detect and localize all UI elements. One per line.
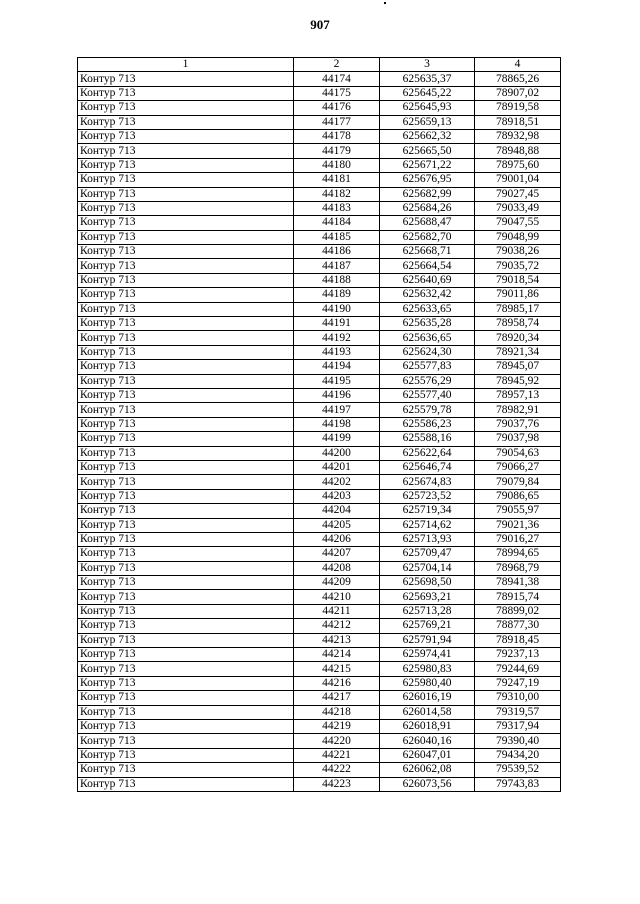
- x-coordinate-cell: 625635,28: [380, 317, 475, 331]
- y-coordinate-cell: 79021,36: [475, 518, 561, 532]
- point-number-cell: 44199: [294, 432, 380, 446]
- contour-name-cell: Контур 713: [78, 72, 294, 86]
- y-coordinate-cell: 78968,79: [475, 561, 561, 575]
- contour-name-cell: Контур 713: [78, 216, 294, 230]
- point-number-cell: 44177: [294, 115, 380, 129]
- y-coordinate-cell: 78985,17: [475, 302, 561, 316]
- contour-name-cell: Контур 713: [78, 777, 294, 791]
- table-row: [78, 345, 561, 359]
- table-row: [78, 259, 561, 273]
- page-number: 907: [310, 17, 330, 32]
- table-row: [78, 245, 561, 259]
- x-coordinate-cell: 625791,94: [380, 633, 475, 647]
- point-number-cell: 44206: [294, 532, 380, 546]
- contour-name-cell: Контур 713: [78, 259, 294, 273]
- point-number-cell: 44202: [294, 475, 380, 489]
- y-coordinate-cell: 78907,02: [475, 86, 561, 100]
- x-coordinate-cell: 625693,21: [380, 590, 475, 604]
- table-row: [78, 504, 561, 518]
- y-coordinate-cell: 79048,99: [475, 230, 561, 244]
- contour-name-cell: Контур 713: [78, 331, 294, 345]
- y-coordinate-cell: 79244,69: [475, 662, 561, 676]
- table-row: [78, 446, 561, 460]
- contour-name-cell: Контур 713: [78, 719, 294, 733]
- y-coordinate-cell: 78865,26: [475, 72, 561, 86]
- y-coordinate-cell: 78958,74: [475, 317, 561, 331]
- x-coordinate-cell: 625586,23: [380, 417, 475, 431]
- y-coordinate-cell: 79037,98: [475, 432, 561, 446]
- y-coordinate-cell: 78921,34: [475, 345, 561, 359]
- table-row: [78, 777, 561, 791]
- table-row: [78, 734, 561, 748]
- point-number-cell: 44210: [294, 590, 380, 604]
- y-coordinate-cell: 79035,72: [475, 259, 561, 273]
- y-coordinate-cell: 79016,27: [475, 532, 561, 546]
- x-coordinate-cell: 626016,19: [380, 691, 475, 705]
- point-number-cell: 44223: [294, 777, 380, 791]
- contour-name-cell: Контур 713: [78, 288, 294, 302]
- y-coordinate-cell: 78932,98: [475, 129, 561, 143]
- table-row: [78, 705, 561, 719]
- y-coordinate-cell: 78994,65: [475, 547, 561, 561]
- contour-name-cell: Контур 713: [78, 273, 294, 287]
- x-coordinate-cell: 626014,58: [380, 705, 475, 719]
- point-number-cell: 44184: [294, 216, 380, 230]
- x-coordinate-cell: 626073,56: [380, 777, 475, 791]
- y-coordinate-cell: 78948,88: [475, 144, 561, 158]
- x-coordinate-cell: 625640,69: [380, 273, 475, 287]
- table-row: [78, 317, 561, 331]
- point-number-cell: 44219: [294, 719, 380, 733]
- contour-name-cell: Контур 713: [78, 388, 294, 402]
- x-coordinate-cell: 625664,54: [380, 259, 475, 273]
- y-coordinate-cell: 79047,55: [475, 216, 561, 230]
- contour-name-cell: Контур 713: [78, 547, 294, 561]
- point-number-cell: 44179: [294, 144, 380, 158]
- x-coordinate-cell: 625636,65: [380, 331, 475, 345]
- x-coordinate-cell: 625688,47: [380, 216, 475, 230]
- table-row: [78, 374, 561, 388]
- x-coordinate-cell: 625684,26: [380, 201, 475, 215]
- contour-name-cell: Контур 713: [78, 345, 294, 359]
- coordinates-table: [77, 57, 561, 792]
- table-row: [78, 101, 561, 115]
- y-coordinate-cell: 79310,00: [475, 691, 561, 705]
- y-coordinate-cell: 79054,63: [475, 446, 561, 460]
- y-coordinate-cell: 78982,91: [475, 403, 561, 417]
- point-number-cell: 44221: [294, 748, 380, 762]
- y-coordinate-cell: 79027,45: [475, 187, 561, 201]
- contour-name-cell: Контур 713: [78, 475, 294, 489]
- x-coordinate-cell: 625665,50: [380, 144, 475, 158]
- table-body: [78, 72, 561, 792]
- table-row: [78, 676, 561, 690]
- contour-name-cell: Контур 713: [78, 705, 294, 719]
- contour-name-cell: Контур 713: [78, 302, 294, 316]
- x-coordinate-cell: 625624,30: [380, 345, 475, 359]
- x-coordinate-cell: 625577,83: [380, 360, 475, 374]
- point-number-cell: 44212: [294, 619, 380, 633]
- point-number-cell: 44176: [294, 101, 380, 115]
- y-coordinate-cell: 79247,19: [475, 676, 561, 690]
- contour-name-cell: Контур 713: [78, 432, 294, 446]
- x-coordinate-cell: 625974,41: [380, 648, 475, 662]
- table-row: [78, 590, 561, 604]
- point-number-cell: 44180: [294, 158, 380, 172]
- y-coordinate-cell: 79033,49: [475, 201, 561, 215]
- table-row: [78, 417, 561, 431]
- contour-name-cell: Контур 713: [78, 374, 294, 388]
- contour-name-cell: Контур 713: [78, 489, 294, 503]
- contour-name-cell: Контур 713: [78, 460, 294, 474]
- contour-name-cell: Контур 713: [78, 691, 294, 705]
- table-row: [78, 129, 561, 143]
- point-number-cell: 44220: [294, 734, 380, 748]
- point-number-cell: 44190: [294, 302, 380, 316]
- point-number-cell: 44196: [294, 388, 380, 402]
- table-row: [78, 619, 561, 633]
- contour-name-cell: Контур 713: [78, 662, 294, 676]
- column-header: 3: [380, 58, 475, 72]
- x-coordinate-cell: 625704,14: [380, 561, 475, 575]
- table-row: [78, 230, 561, 244]
- table-row: [78, 173, 561, 187]
- column-header: 4: [475, 58, 561, 72]
- contour-name-cell: Контур 713: [78, 245, 294, 259]
- point-number-cell: 44203: [294, 489, 380, 503]
- column-header: 1: [78, 58, 294, 72]
- x-coordinate-cell: 625577,40: [380, 388, 475, 402]
- point-number-cell: 44178: [294, 129, 380, 143]
- point-number-cell: 44183: [294, 201, 380, 215]
- x-coordinate-cell: 625769,21: [380, 619, 475, 633]
- x-coordinate-cell: 625645,22: [380, 86, 475, 100]
- contour-name-cell: Контур 713: [78, 101, 294, 115]
- y-coordinate-cell: 79743,83: [475, 777, 561, 791]
- contour-name-cell: Контур 713: [78, 360, 294, 374]
- x-coordinate-cell: 625646,74: [380, 460, 475, 474]
- table-header-row: [78, 58, 561, 72]
- point-number-cell: 44215: [294, 662, 380, 676]
- y-coordinate-cell: 78915,74: [475, 590, 561, 604]
- y-coordinate-cell: 79434,20: [475, 748, 561, 762]
- y-coordinate-cell: 79390,40: [475, 734, 561, 748]
- x-coordinate-cell: 625622,64: [380, 446, 475, 460]
- table-row: [78, 719, 561, 733]
- y-coordinate-cell: 78945,92: [475, 374, 561, 388]
- point-number-cell: 44192: [294, 331, 380, 345]
- table-row: [78, 158, 561, 172]
- x-coordinate-cell: 625698,50: [380, 576, 475, 590]
- y-coordinate-cell: 78877,30: [475, 619, 561, 633]
- contour-name-cell: Контур 713: [78, 648, 294, 662]
- contour-name-cell: Контур 713: [78, 590, 294, 604]
- table-row: [78, 331, 561, 345]
- table-row: [78, 187, 561, 201]
- point-number-cell: 44207: [294, 547, 380, 561]
- x-coordinate-cell: 625682,99: [380, 187, 475, 201]
- contour-name-cell: Контур 713: [78, 158, 294, 172]
- column-header: 2: [294, 58, 380, 72]
- contour-name-cell: Контур 713: [78, 734, 294, 748]
- y-coordinate-cell: 78975,60: [475, 158, 561, 172]
- contour-name-cell: Контур 713: [78, 144, 294, 158]
- point-number-cell: 44198: [294, 417, 380, 431]
- contour-name-cell: Контур 713: [78, 748, 294, 762]
- point-number-cell: 44185: [294, 230, 380, 244]
- y-coordinate-cell: 79079,84: [475, 475, 561, 489]
- contour-name-cell: Контур 713: [78, 129, 294, 143]
- y-coordinate-cell: 78918,51: [475, 115, 561, 129]
- point-number-cell: 44175: [294, 86, 380, 100]
- y-coordinate-cell: 79086,65: [475, 489, 561, 503]
- table-row: [78, 748, 561, 762]
- table-row: [78, 633, 561, 647]
- contour-name-cell: Контур 713: [78, 561, 294, 575]
- point-number-cell: 44197: [294, 403, 380, 417]
- point-number-cell: 44211: [294, 604, 380, 618]
- x-coordinate-cell: 625674,83: [380, 475, 475, 489]
- point-number-cell: 44189: [294, 288, 380, 302]
- contour-name-cell: Контур 713: [78, 201, 294, 215]
- table-row: [78, 763, 561, 777]
- point-number-cell: 44214: [294, 648, 380, 662]
- point-number-cell: 44174: [294, 72, 380, 86]
- x-coordinate-cell: 625709,47: [380, 547, 475, 561]
- contour-name-cell: Контур 713: [78, 403, 294, 417]
- point-number-cell: 44218: [294, 705, 380, 719]
- y-coordinate-cell: 78957,13: [475, 388, 561, 402]
- y-coordinate-cell: 78919,58: [475, 101, 561, 115]
- table-row: [78, 604, 561, 618]
- y-coordinate-cell: 79539,52: [475, 763, 561, 777]
- table-row: [78, 475, 561, 489]
- scan-speck: [384, 2, 386, 4]
- contour-name-cell: Контур 713: [78, 317, 294, 331]
- point-number-cell: 44204: [294, 504, 380, 518]
- point-number-cell: 44193: [294, 345, 380, 359]
- table-row: [78, 547, 561, 561]
- y-coordinate-cell: 78941,38: [475, 576, 561, 590]
- x-coordinate-cell: 625713,28: [380, 604, 475, 618]
- table-row: [78, 288, 561, 302]
- x-coordinate-cell: 625671,22: [380, 158, 475, 172]
- contour-name-cell: Контур 713: [78, 86, 294, 100]
- y-coordinate-cell: 79037,76: [475, 417, 561, 431]
- x-coordinate-cell: 625719,34: [380, 504, 475, 518]
- point-number-cell: 44188: [294, 273, 380, 287]
- table-row: [78, 561, 561, 575]
- point-number-cell: 44195: [294, 374, 380, 388]
- y-coordinate-cell: 79317,94: [475, 719, 561, 733]
- contour-name-cell: Контур 713: [78, 187, 294, 201]
- contour-name-cell: Контур 713: [78, 619, 294, 633]
- table-row: [78, 662, 561, 676]
- point-number-cell: 44194: [294, 360, 380, 374]
- x-coordinate-cell: 625576,29: [380, 374, 475, 388]
- point-number-cell: 44182: [294, 187, 380, 201]
- table-row: [78, 460, 561, 474]
- table-row: [78, 273, 561, 287]
- table-row: [78, 302, 561, 316]
- table-row: [78, 532, 561, 546]
- contour-name-cell: Контур 713: [78, 230, 294, 244]
- table-row: [78, 403, 561, 417]
- point-number-cell: 44205: [294, 518, 380, 532]
- x-coordinate-cell: 626062,08: [380, 763, 475, 777]
- x-coordinate-cell: 625980,40: [380, 676, 475, 690]
- x-coordinate-cell: 625588,16: [380, 432, 475, 446]
- y-coordinate-cell: 78918,45: [475, 633, 561, 647]
- contour-name-cell: Контур 713: [78, 604, 294, 618]
- x-coordinate-cell: 625714,62: [380, 518, 475, 532]
- x-coordinate-cell: 625676,95: [380, 173, 475, 187]
- table-row: [78, 648, 561, 662]
- x-coordinate-cell: 625579,78: [380, 403, 475, 417]
- table-row: [78, 115, 561, 129]
- y-coordinate-cell: 79011,86: [475, 288, 561, 302]
- y-coordinate-cell: 78945,07: [475, 360, 561, 374]
- point-number-cell: 44181: [294, 173, 380, 187]
- point-number-cell: 44187: [294, 259, 380, 273]
- table-row: [78, 388, 561, 402]
- point-number-cell: 44201: [294, 460, 380, 474]
- table-row: [78, 432, 561, 446]
- y-coordinate-cell: 79055,97: [475, 504, 561, 518]
- x-coordinate-cell: 625645,93: [380, 101, 475, 115]
- point-number-cell: 44222: [294, 763, 380, 777]
- y-coordinate-cell: 78899,02: [475, 604, 561, 618]
- x-coordinate-cell: 625668,71: [380, 245, 475, 259]
- table-row: [78, 86, 561, 100]
- contour-name-cell: Контур 713: [78, 518, 294, 532]
- point-number-cell: 44217: [294, 691, 380, 705]
- point-number-cell: 44213: [294, 633, 380, 647]
- table-row: [78, 576, 561, 590]
- x-coordinate-cell: 625659,13: [380, 115, 475, 129]
- point-number-cell: 44200: [294, 446, 380, 460]
- y-coordinate-cell: 79001,04: [475, 173, 561, 187]
- x-coordinate-cell: 625633,65: [380, 302, 475, 316]
- table-row: [78, 691, 561, 705]
- table-row: [78, 489, 561, 503]
- contour-name-cell: Контур 713: [78, 532, 294, 546]
- point-number-cell: 44186: [294, 245, 380, 259]
- x-coordinate-cell: 625662,32: [380, 129, 475, 143]
- x-coordinate-cell: 625713,93: [380, 532, 475, 546]
- point-number-cell: 44191: [294, 317, 380, 331]
- y-coordinate-cell: 79018,54: [475, 273, 561, 287]
- contour-name-cell: Контур 713: [78, 446, 294, 460]
- y-coordinate-cell: 79038,26: [475, 245, 561, 259]
- x-coordinate-cell: 626040,16: [380, 734, 475, 748]
- point-number-cell: 44209: [294, 576, 380, 590]
- table-row: [78, 360, 561, 374]
- x-coordinate-cell: 626047,01: [380, 748, 475, 762]
- contour-name-cell: Контур 713: [78, 633, 294, 647]
- x-coordinate-cell: 625682,70: [380, 230, 475, 244]
- table-row: [78, 201, 561, 215]
- table-row: [78, 518, 561, 532]
- table-row: [78, 144, 561, 158]
- contour-name-cell: Контур 713: [78, 676, 294, 690]
- contour-name-cell: Контур 713: [78, 504, 294, 518]
- y-coordinate-cell: 79237,13: [475, 648, 561, 662]
- contour-name-cell: Контур 713: [78, 763, 294, 777]
- table-row: [78, 216, 561, 230]
- y-coordinate-cell: 79066,27: [475, 460, 561, 474]
- point-number-cell: 44208: [294, 561, 380, 575]
- x-coordinate-cell: 625635,37: [380, 72, 475, 86]
- contour-name-cell: Контур 713: [78, 576, 294, 590]
- contour-name-cell: Контур 713: [78, 115, 294, 129]
- x-coordinate-cell: 625723,52: [380, 489, 475, 503]
- contour-name-cell: Контур 713: [78, 417, 294, 431]
- x-coordinate-cell: 626018,91: [380, 719, 475, 733]
- y-coordinate-cell: 78920,34: [475, 331, 561, 345]
- y-coordinate-cell: 79319,57: [475, 705, 561, 719]
- x-coordinate-cell: 625980,83: [380, 662, 475, 676]
- table-row: [78, 72, 561, 86]
- contour-name-cell: Контур 713: [78, 173, 294, 187]
- point-number-cell: 44216: [294, 676, 380, 690]
- x-coordinate-cell: 625632,42: [380, 288, 475, 302]
